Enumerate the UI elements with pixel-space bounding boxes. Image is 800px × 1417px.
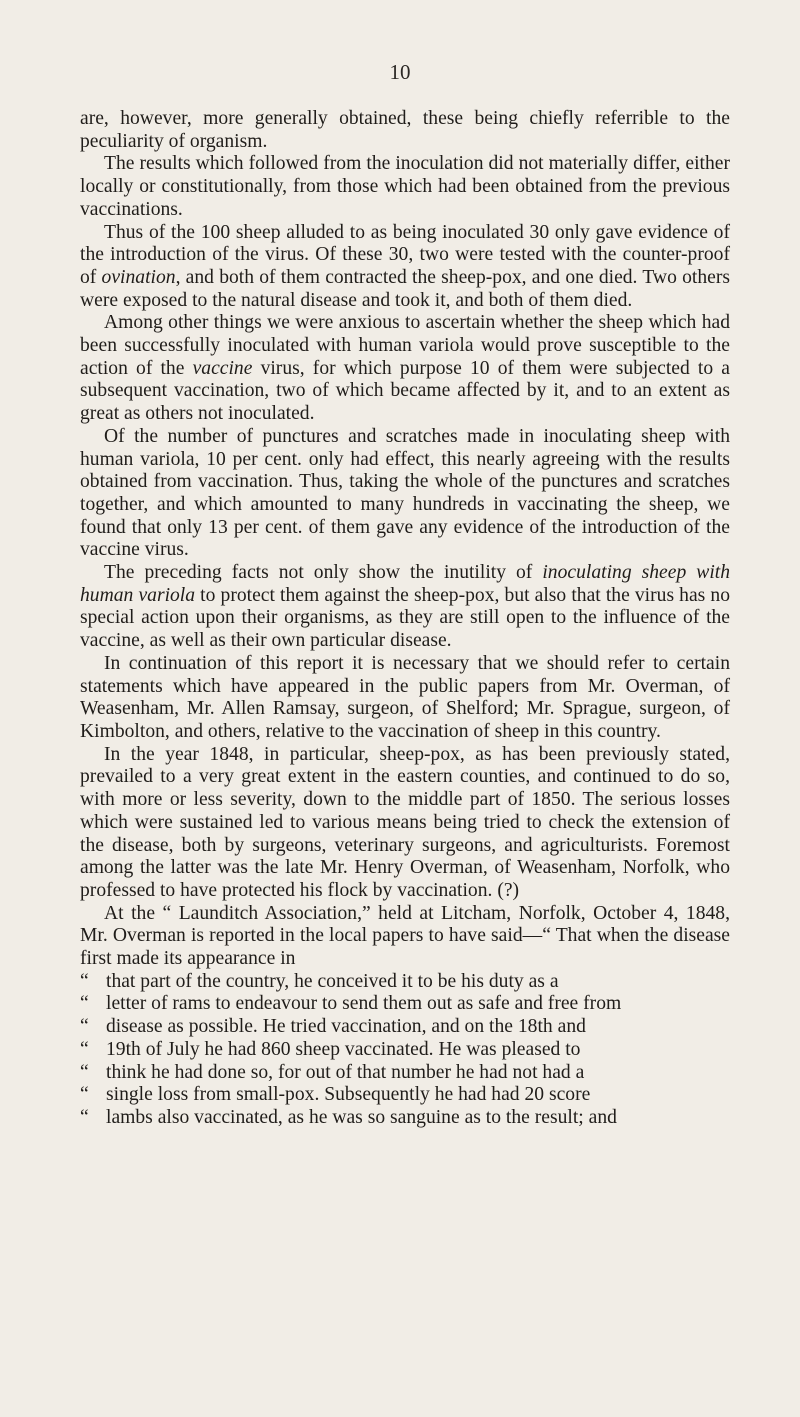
quote-mark: “ (80, 993, 89, 1015)
paragraph-8: In the year 1848, in particular, sheep-pox, as has been previously stated, prevailed to a very great extent in the eastern counties, and continued to do so, with more or less severity, down to the middle part of 1850. The serious losses which were sustained led to various means being tried to check the extension of the disease, both by surgeons, veterinary surgeons, and agriculturists. Foremost among the latter was the late Mr. Henry Overman, of Weasenham, Norfolk, who professed to have protected his flock by vaccination. (?) (80, 743, 730, 901)
paragraph-3-text-b: , and both of them contracted the sheep-pox, and one died. Two others were exposed to the natural disease and took it, and both of them died. (80, 266, 730, 311)
paragraph-4 (80, 312, 730, 426)
quote-line-5-text: think he had done so, for out of that number he had not had a (106, 1061, 585, 1083)
quote-mark: “ (80, 1061, 89, 1083)
quote-line-3-text: disease as possible. He tried vaccination, and on the 18th and (106, 1016, 586, 1038)
quote-line-6-text: single loss from small-pox. Subsequently he had had 20 score (106, 1084, 591, 1106)
quote-line-1-text: that part of the country, he conceived it to be his duty as a (106, 970, 559, 992)
paragraph-1: are, however, more generally obtained, these being chiefly referrible to the peculiarity of organism. (80, 108, 730, 152)
paragraph-4-text-a: Among other things we were anxious to ascertain whether the sheep which had been successfully inoculated with human variola would prove susceptible to the action of the (80, 312, 730, 379)
paragraph-6 (80, 562, 730, 653)
paragraph-4-text-b: virus, for which purpose 10 of them were subjected to a subsequent vaccination, two of which became affected by it, and to an extent as great as others not inoculated. (80, 357, 730, 425)
quote-line-7-text: lambs also vaccinated, as he was so sanguine as to the result; and (106, 1106, 617, 1128)
quote-mark: “ (80, 1106, 89, 1128)
paragraph-6-emphasis: inoculating sheep with human variola (80, 562, 730, 606)
paragraph-3 (80, 222, 730, 313)
quote-mark: “ (80, 970, 89, 992)
quote-line-2-text: letter of rams to endeavour to send them out as safe and free from (106, 993, 622, 1015)
quote-line-3 (80, 1016, 730, 1039)
quote-line-1 (80, 971, 730, 994)
paragraph-3-text-a: Thus of the 100 sheep alluded to as being inoculated 30 only gave evidence of the introduction of the virus. Of these 30, two were tested with the counter-proof of (80, 221, 730, 288)
quote-line-6 (80, 1084, 730, 1107)
quote-line-4 (80, 1039, 730, 1062)
quote-mark: “ (80, 1016, 89, 1038)
quote-line-2 (80, 993, 730, 1016)
body-text (80, 108, 730, 1130)
quote-line-4-text: 19th of July he had 860 sheep vaccinated. He was pleased to (106, 1038, 581, 1060)
quote-line-7 (80, 1107, 730, 1130)
paragraph-5: Of the number of punctures and scratches made in inoculating sheep with human variola, 10 per cent. only had effect, this nearly agreeing with the results obtained from vaccination. Thus, taking the whole of the punctures and scratches together, and which amounted to many hundreds in vaccinating the sheep, we found that only 13 per cent. of them gave any evidence of the introduction of the vaccine virus. (80, 425, 730, 561)
paragraph-3-emphasis: ovination (101, 266, 176, 288)
paragraph-6-text-a: The preceding facts not only show the inutility of (104, 562, 543, 584)
paragraph-4-emphasis: vaccine (192, 357, 253, 379)
paragraph-9: At the “ Launditch Association,” held at Litcham, Norfolk, October 4, 1848, Mr. Overman is reported in the local papers to have said—“ That when the disease first made its appearance in (80, 902, 730, 970)
paragraph-7: In continuation of this report it is necessary that we should refer to certain statements which have appeared in the public papers from Mr. Overman, of Weasenham, Mr. Allen Ramsay, surgeon, of Shelford; Mr. Sprague, surgeon, of Kimbolton, and others, relative to the vaccination of sheep in this country. (80, 652, 730, 742)
quote-mark: “ (80, 1084, 89, 1106)
quote-line-5 (80, 1062, 730, 1085)
page-number: 10 (389, 60, 411, 84)
paragraph-2: The results which followed from the inoculation did not materially differ, either locally or constitutionally, from those which had been obtained from the previous vaccinations. (80, 153, 730, 220)
quote-mark: “ (80, 1038, 89, 1060)
paragraph-6-text-b: to protect them against the sheep-pox, but also that the virus has no special action upon their organisms, as they are still open to the influence of the vaccine, as well as their own particular disease. (80, 584, 730, 652)
